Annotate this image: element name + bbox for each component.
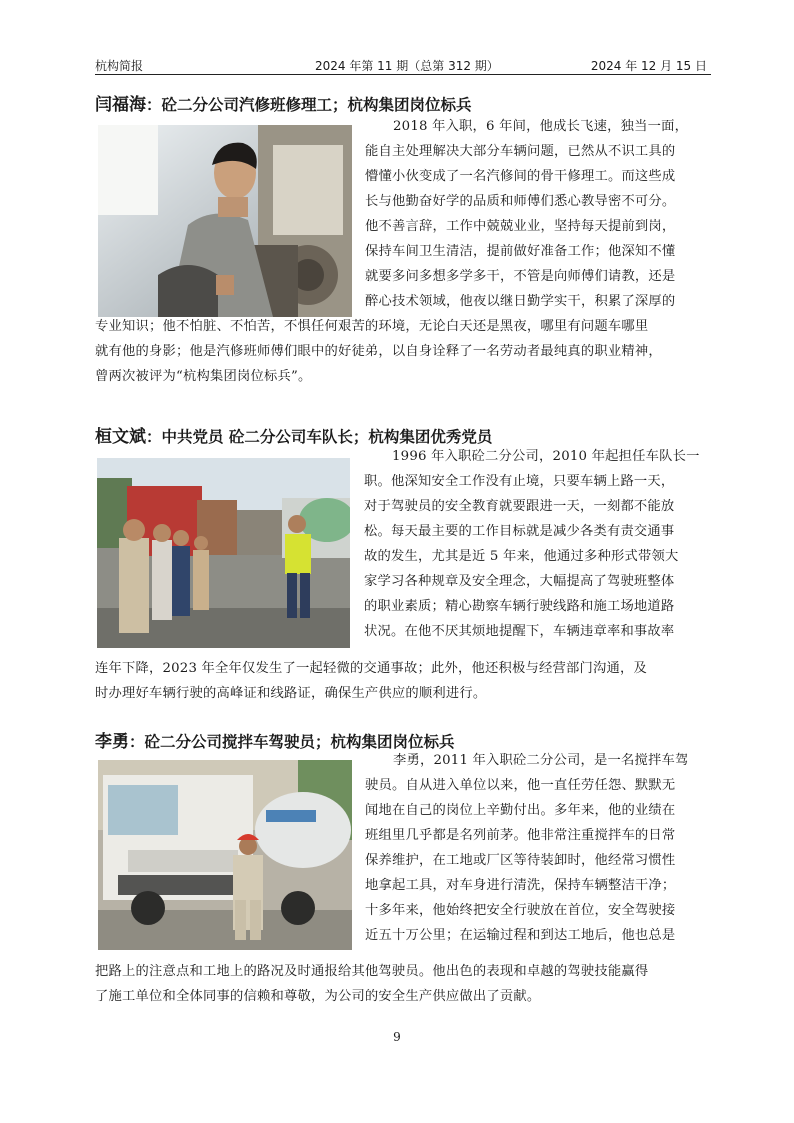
profile-1-photo — [98, 125, 352, 317]
profile-2-role: ：中共党员 砼二分公司车队长；杭构集团优秀党员 — [146, 428, 493, 446]
text-line: 保养维护，在工地或厂区等待装卸时，他经常习惯性 — [365, 853, 676, 868]
page-number: 9 — [393, 1030, 401, 1044]
header-issue: 2024 年第 11 期（总第 312 期） — [315, 59, 499, 73]
profile-1-title — [95, 90, 472, 115]
text-line: 故的发生，尤其是近 5 年来，他通过多种形式带领大 — [364, 549, 679, 564]
text-line: 他不善言辞，工作中兢兢业业，坚持每天提前到岗， — [365, 219, 676, 234]
text-line: 职。他深知安全工作没有止境，只要车辆上路一天， — [364, 474, 675, 489]
profile-2-photo — [97, 458, 350, 648]
page-header — [95, 54, 711, 75]
profile-3-text-bottom — [95, 959, 712, 1009]
text-line: 保持车间卫生清洁，提前做好准备工作；他深知不懂 — [365, 244, 676, 259]
text-line: 李勇，2011 年入职砼二分公司，是一名搅拌车驾 — [393, 753, 689, 768]
profile-2-text-top — [364, 444, 712, 644]
profile-1-name: 闫福海 — [95, 95, 146, 115]
text-line: 把路上的注意点和工地上的路况及时通报给其他驾驶员。他出色的表现和卓越的驾驶技能赢得 — [95, 964, 649, 979]
text-line: 时办理好车辆行驶的高峰证和线路证，确保生产供应的顺利进行。 — [95, 686, 487, 701]
profile-3-text-top — [365, 748, 712, 948]
profile-2-name: 桓文斌 — [95, 427, 146, 447]
header-date: 2024 年 12 月 15 日 — [590, 59, 707, 73]
text-line: 2018 年入职，6 年间，他成长飞速，独当一面， — [393, 119, 689, 134]
text-line: 近五十万公里；在运输过程和到达工地后，他也总是 — [365, 928, 676, 943]
text-line: 长与他勤奋好学的品质和师傅们悉心教导密不可分。 — [365, 194, 676, 209]
text-line: 了施工单位和全体同事的信赖和尊敬，为公司的安全生产供应做出了贡献。 — [95, 989, 541, 1004]
text-line: 就有他的身影；他是汽修班师傅们眼中的好徒弟，以自身诠释了一名劳动者最纯真的职业精神， — [95, 344, 662, 359]
text-line: 1996 年入职砼二分公司，2010 年起担任车队长一 — [392, 449, 700, 464]
text-line: 曾两次被评为“杭构集团岗位标兵”。 — [95, 369, 312, 384]
text-line: 驶员。自从进入单位以来，他一直任劳任怨、默默无 — [365, 778, 676, 793]
header-publication: 杭构简报 — [95, 59, 144, 73]
profile-1-role: ：砼二分公司汽修班修理工；杭构集团岗位标兵 — [146, 96, 472, 114]
text-line: 就要多问多想多学多干，不管是向师傅们请教，还是 — [365, 269, 676, 284]
profile-3-name: 李勇 — [95, 732, 129, 752]
text-line: 闻地在自己的岗位上辛勤付出。多年来，他的业绩在 — [365, 803, 676, 818]
text-line: 专业知识；他不怕脏、不怕苦，不惧任何艰苦的环境，无论白天还是黑夜，哪里有问题车哪里 — [95, 319, 649, 334]
text-line: 能自主处理解决大部分车辆问题，已然从不识工具的 — [365, 144, 676, 159]
text-line: 状况。在他不厌其烦地提醒下，车辆违章率和事故率 — [364, 624, 675, 639]
text-line: 十多年来，他始终把安全行驶放在首位，安全驾驶接 — [365, 903, 676, 918]
text-line: 的职业素质；精心勘察车辆行驶线路和施工场地道路 — [364, 599, 675, 614]
text-line: 松。每天最主要的工作目标就是减少各类有责交通事 — [364, 524, 675, 539]
text-line: 家学习各种规章及安全理念，大幅提高了驾驶班整体 — [364, 574, 675, 589]
text-line: 连年下降，2023 年全年仅发生了一起轻微的交通事故；此外，他还积极与经营部门沟通，及 — [95, 661, 647, 676]
profile-1-text-top — [365, 114, 712, 314]
text-line: 班组里几乎都是名列前茅。他非常注重搅拌车的日常 — [365, 828, 676, 843]
profile-2-text-bottom — [95, 656, 712, 706]
text-line: 醉心技术领域，他夜以继日勤学实干，积累了深厚的 — [365, 294, 676, 309]
profile-1-text-bottom — [95, 314, 712, 389]
text-line: 懵懂小伙变成了一名汽修间的骨干修理工。而这些成 — [365, 169, 676, 184]
profile-3-role: ：砼二分公司搅拌车驾驶员；杭构集团岗位标兵 — [129, 733, 455, 751]
text-line: 地拿起工具，对车身进行清洗，保持车辆整洁干净； — [365, 878, 676, 893]
text-line: 对于驾驶员的安全教育就要跟进一天，一刻都不能放 — [364, 499, 675, 514]
profile-3-photo — [98, 760, 352, 950]
